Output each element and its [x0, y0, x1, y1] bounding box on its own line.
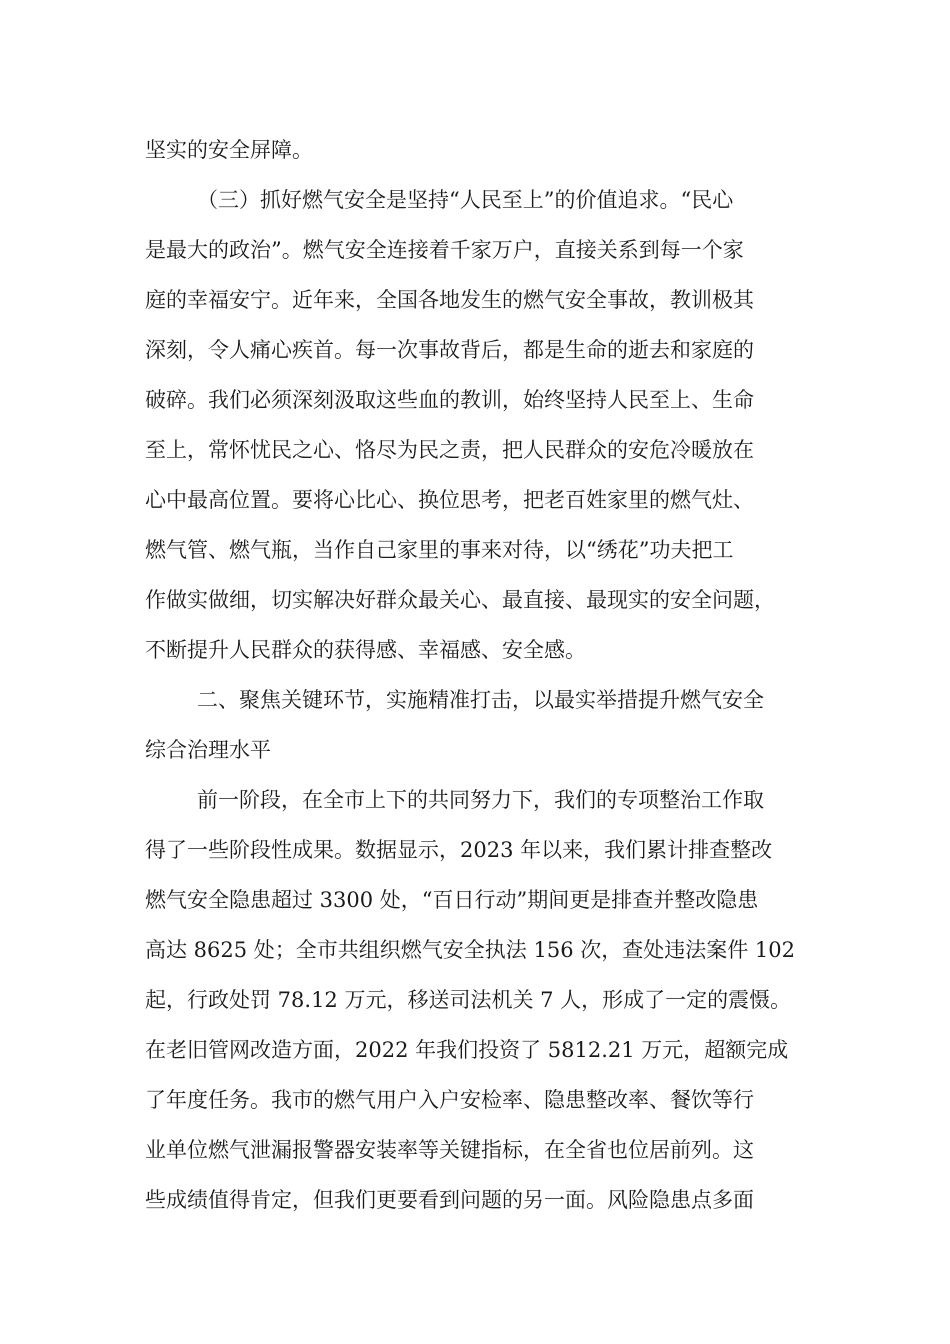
- section-heading-line: 二、聚焦关键环节，实施精准打击，以最实举措提升燃气安全: [197, 688, 764, 712]
- text-line: 业单位燃气泄漏报警器安装率等关键指标，在全省也位居前列。这: [145, 1138, 754, 1162]
- text-line: 是最大的政治”。燃气安全连接着千家万户，直接关系到每一个家: [145, 238, 744, 262]
- text-line: 心中最高位置。要将心比心、换位思考，把老百姓家里的燃气灶、: [145, 488, 754, 512]
- text-line: 深刻，令人痛心疾首。每一次事故背后，都是生命的逝去和家庭的: [145, 338, 754, 362]
- section-heading-line: 综合治理水平: [145, 738, 271, 762]
- text-line: 燃气安全隐患超过 3300 处，“百日行动”期间更是排查并整改隐患: [145, 888, 759, 912]
- text-line: 了年度任务。我市的燃气用户入户安检率、隐患整改率、餐饮等行: [145, 1088, 754, 1112]
- text-line: 些成绩值得肯定，但我们更要看到问题的另一面。风险隐患点多面: [145, 1188, 754, 1212]
- text-line: 起，行政处罚 78.12 万元，移送司法机关 7 人，形成了一定的震慑。: [145, 988, 792, 1012]
- text-line: 坚实的安全屏障。: [145, 138, 313, 162]
- text-line: 破碎。我们必须深刻汲取这些血的教训，始终坚持人民至上、生命: [145, 388, 754, 412]
- text-line: 不断提升人民群众的获得感、幸福感、安全感。: [145, 638, 586, 662]
- text-line: 在老旧管网改造方面，2022 年我们投资了 5812.21 万元，超额完成: [145, 1038, 789, 1062]
- text-line: 得了一些阶段性成果。数据显示，2023 年以来，我们累计排查整改: [145, 838, 773, 862]
- text-line: 庭的幸福安宁。近年来，全国各地发生的燃气安全事故，教训极其: [145, 288, 754, 312]
- section-heading-line: （三）抓好燃气安全是坚持“人民至上”的价值追求。“民心: [197, 188, 734, 212]
- text-line: 作做实做细，切实解决好群众最关心、最直接、最现实的安全问题，: [145, 588, 775, 612]
- text-line: 高达 8625 处；全市共组织燃气安全执法 156 次，查处违法案件 102: [145, 938, 795, 962]
- text-line: 前一阶段，在全市上下的共同努力下，我们的专项整治工作取: [197, 788, 764, 812]
- text-line: 燃气管、燃气瓶，当作自己家里的事来对待，以“绣花”功夫把工: [145, 538, 734, 562]
- text-line: 至上，常怀忧民之心、恪尽为民之责，把人民群众的安危冷暖放在: [145, 438, 754, 462]
